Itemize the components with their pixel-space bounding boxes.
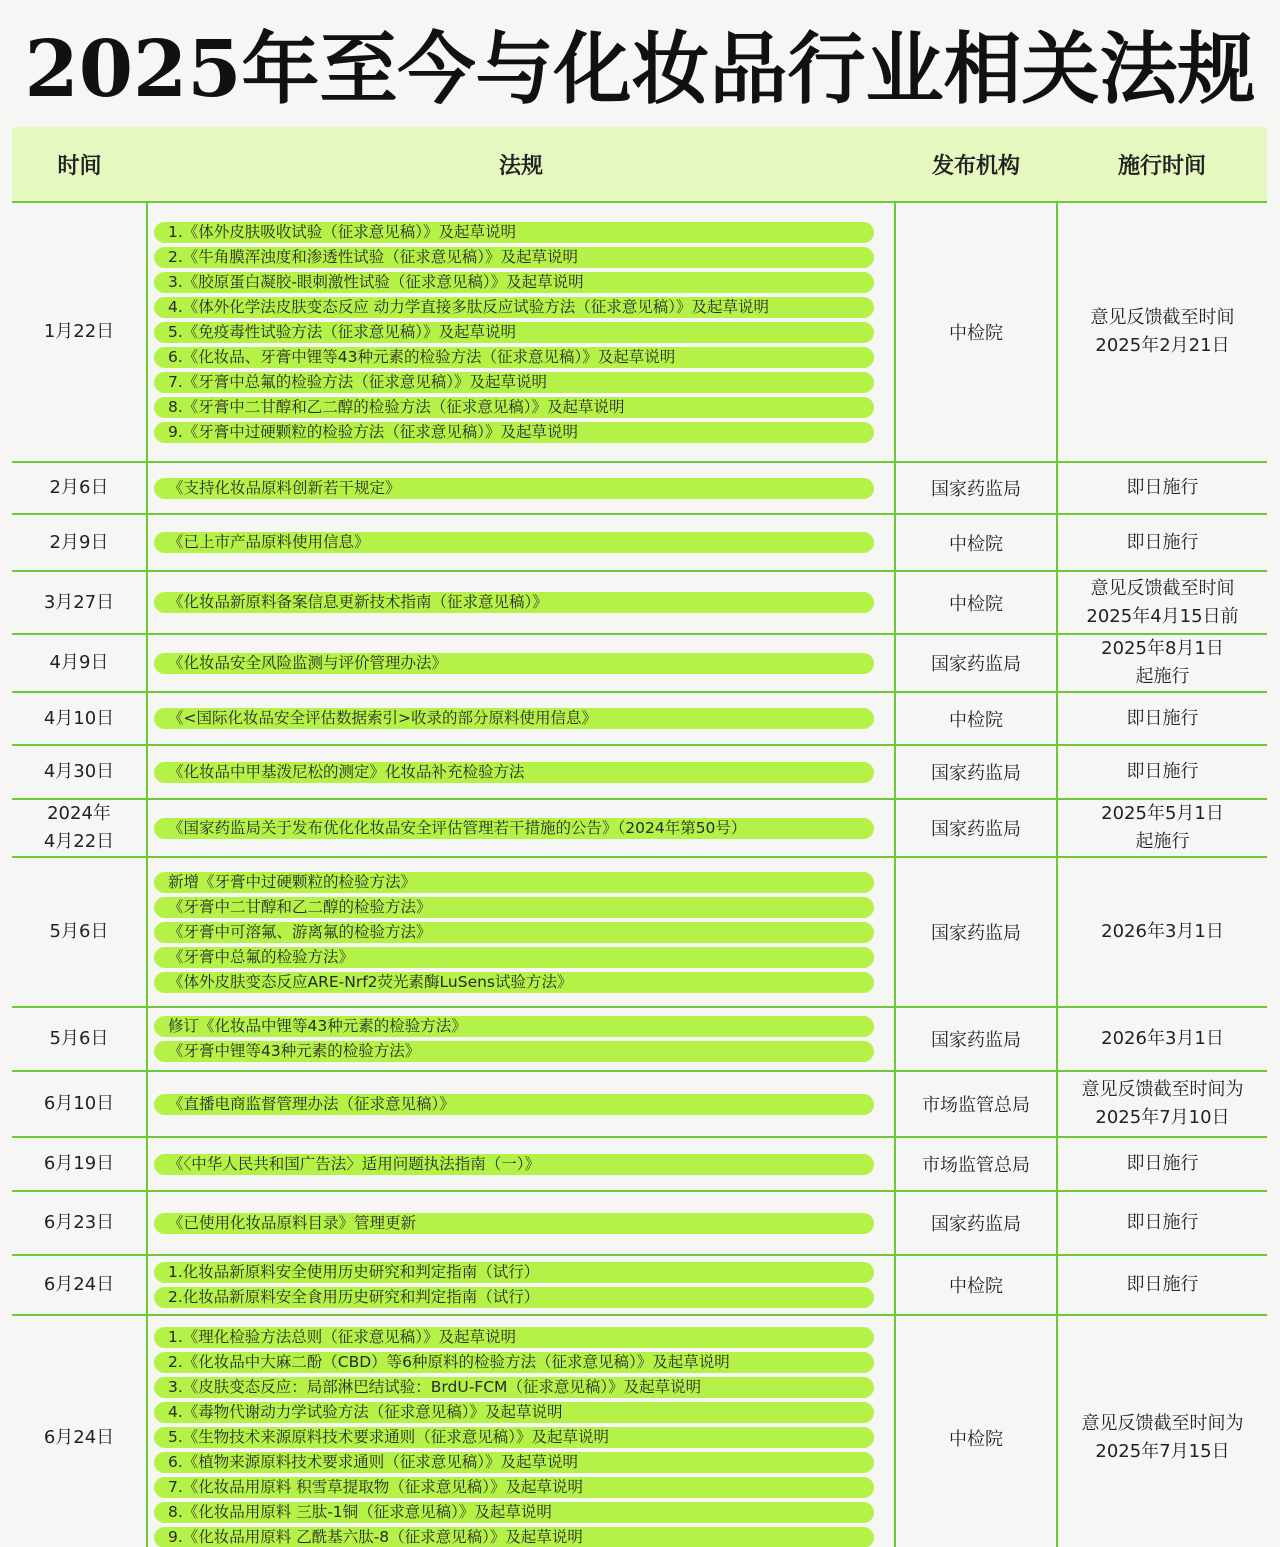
cell-org: 中检院 [895, 1315, 1057, 1547]
cell-org: 国家药监局 [895, 634, 1057, 692]
cell-law [147, 1137, 895, 1191]
table-row [12, 1191, 1267, 1255]
table-row [12, 857, 1267, 1007]
cell-time: 2月6日 [12, 462, 147, 514]
table-row [12, 799, 1267, 857]
law-item: 《牙膏中总氟的检验方法》 [154, 947, 874, 968]
cell-law [147, 202, 895, 462]
cell-law [147, 634, 895, 692]
law-item: 《化妆品新原料备案信息更新技术指南（征求意见稿）》 [154, 592, 874, 613]
law-item: 《化妆品安全风险监测与评价管理办法》 [154, 653, 874, 674]
cell-effective: 即日施行 [1057, 692, 1267, 745]
law-item: 3.《皮肤变态反应：局部淋巴结试验：BrdU-FCM（征求意见稿）》及起草说明 [154, 1377, 874, 1398]
cell-effective: 2026年3月1日 [1057, 857, 1267, 1007]
cell-org: 国家药监局 [895, 857, 1057, 1007]
table-row [12, 462, 1267, 514]
cell-law [147, 1007, 895, 1071]
cell-effective: 即日施行 [1057, 1137, 1267, 1191]
cell-law [147, 745, 895, 799]
law-item: 7.《化妆品用原料 积雪草提取物（征求意见稿）》及起草说明 [154, 1477, 874, 1498]
regulations-table [12, 127, 1267, 1547]
law-item: 3.《胶原蛋白凝胶-眼刺激性试验（征求意见稿）》及起草说明 [154, 272, 874, 293]
cell-effective: 即日施行 [1057, 462, 1267, 514]
table-row [12, 514, 1267, 571]
cell-law [147, 1255, 895, 1315]
cell-effective: 意见反馈截至时间 2025年4月15日前 [1057, 571, 1267, 634]
law-item: 新增《牙膏中过硬颗粒的检验方法》 [154, 872, 874, 893]
table-row [12, 692, 1267, 745]
cell-law [147, 514, 895, 571]
law-item: 4.《毒物代谢动力学试验方法（征求意见稿）》及起草说明 [154, 1402, 874, 1423]
cell-org: 市场监管总局 [895, 1137, 1057, 1191]
law-item: 5.《生物技术来源原料技术要求通则（征求意见稿）》及起草说明 [154, 1427, 874, 1448]
header-org: 发布机构 [895, 127, 1057, 202]
cell-org: 中检院 [895, 571, 1057, 634]
cell-time: 6月23日 [12, 1191, 147, 1255]
law-item: 《牙膏中锂等43种元素的检验方法》 [154, 1041, 874, 1062]
table-row [12, 571, 1267, 634]
cell-org: 国家药监局 [895, 799, 1057, 857]
cell-time: 2月9日 [12, 514, 147, 571]
law-item: 1.《体外皮肤吸收试验（征求意见稿）》及起草说明 [154, 222, 874, 243]
table-row [12, 1071, 1267, 1137]
law-item: 《体外皮肤变态反应ARE-Nrf2荧光素酶LuSens试验方法》 [154, 972, 874, 993]
law-item: 《<国际化妆品安全评估数据索引>收录的部分原料使用信息》 [154, 708, 874, 729]
law-item: 6.《化妆品、牙膏中锂等43种元素的检验方法（征求意见稿）》及起草说明 [154, 347, 874, 368]
cell-org: 中检院 [895, 692, 1057, 745]
cell-org: 市场监管总局 [895, 1071, 1057, 1137]
cell-time: 4月30日 [12, 745, 147, 799]
law-item: 8.《牙膏中二甘醇和乙二醇的检验方法（征求意见稿）》及起草说明 [154, 397, 874, 418]
cell-effective: 2025年5月1日 起施行 [1057, 799, 1267, 857]
cell-law [147, 857, 895, 1007]
cell-effective: 2026年3月1日 [1057, 1007, 1267, 1071]
header-effective: 施行时间 [1057, 127, 1267, 202]
law-item: 6.《植物来源原料技术要求通则（征求意见稿）》及起草说明 [154, 1452, 874, 1473]
law-item: 修订《化妆品中锂等43种元素的检验方法》 [154, 1016, 874, 1037]
cell-time: 6月24日 [12, 1315, 147, 1547]
law-item: 《支持化妆品原料创新若干规定》 [154, 478, 874, 499]
law-item: 9.《牙膏中过硬颗粒的检验方法（征求意见稿）》及起草说明 [154, 422, 874, 443]
law-item: 《已上市产品原料使用信息》 [154, 532, 874, 553]
cell-org: 国家药监局 [895, 1007, 1057, 1071]
cell-time: 5月6日 [12, 1007, 147, 1071]
cell-effective: 即日施行 [1057, 1191, 1267, 1255]
law-item: 4.《体外化学法皮肤变态反应 动力学直接多肽反应试验方法（征求意见稿）》及起草说明 [154, 297, 874, 318]
cell-org: 中检院 [895, 1255, 1057, 1315]
law-item: 9.《化妆品用原料 乙酰基六肽-8（征求意见稿）》及起草说明 [154, 1527, 874, 1547]
cell-time: 6月19日 [12, 1137, 147, 1191]
cell-org: 中检院 [895, 202, 1057, 462]
cell-time: 3月27日 [12, 571, 147, 634]
law-item: 《已使用化妆品原料目录》管理更新 [154, 1213, 874, 1234]
cell-time: 4月9日 [12, 634, 147, 692]
cell-effective: 即日施行 [1057, 745, 1267, 799]
cell-effective: 即日施行 [1057, 514, 1267, 571]
cell-law [147, 1071, 895, 1137]
table-row [12, 634, 1267, 692]
cell-law [147, 692, 895, 745]
cell-law [147, 571, 895, 634]
law-item: 《国家药监局关于发布优化化妆品安全评估管理若干措施的公告》（2024年第50号） [154, 818, 874, 839]
law-item: 2.化妆品新原料安全食用历史研究和判定指南（试行） [154, 1287, 874, 1308]
cell-time: 5月6日 [12, 857, 147, 1007]
law-item: 1.化妆品新原料安全使用历史研究和判定指南（试行） [154, 1262, 874, 1283]
cell-org: 国家药监局 [895, 462, 1057, 514]
table-row [12, 745, 1267, 799]
page-title: 2025年至今与化妆品行业相关法规 [24, 24, 1256, 115]
table-header-row [12, 127, 1267, 202]
cell-effective: 意见反馈截至时间 2025年2月21日 [1057, 202, 1267, 462]
cell-time: 6月24日 [12, 1255, 147, 1315]
law-item: 5.《免疫毒性试验方法（征求意见稿）》及起草说明 [154, 322, 874, 343]
cell-org: 中检院 [895, 514, 1057, 571]
table-row [12, 1315, 1267, 1547]
table-row [12, 202, 1267, 462]
cell-law [147, 1315, 895, 1547]
law-item: 《直播电商监督管理办法（征求意见稿）》 [154, 1094, 874, 1115]
law-item: 《牙膏中可溶氟、游离氟的检验方法》 [154, 922, 874, 943]
law-item: 《〈中华人民共和国广告法〉适用问题执法指南（一）》 [154, 1154, 874, 1175]
cell-org: 国家药监局 [895, 1191, 1057, 1255]
law-item: 《牙膏中二甘醇和乙二醇的检验方法》 [154, 897, 874, 918]
law-item: 《化妆品中甲基泼尼松的测定》化妆品补充检验方法 [154, 762, 874, 783]
cell-effective: 意见反馈截至时间为 2025年7月15日 [1057, 1315, 1267, 1547]
cell-time: 2024年 4月22日 [12, 799, 147, 857]
cell-law [147, 462, 895, 514]
table-row [12, 1255, 1267, 1315]
law-item: 8.《化妆品用原料 三肽-1铜（征求意见稿）》及起草说明 [154, 1502, 874, 1523]
cell-org: 国家药监局 [895, 745, 1057, 799]
law-item: 2.《牛角膜浑浊度和渗透性试验（征求意见稿）》及起草说明 [154, 247, 874, 268]
cell-time: 6月10日 [12, 1071, 147, 1137]
header-time: 时间 [12, 127, 147, 202]
cell-law [147, 799, 895, 857]
law-item: 7.《牙膏中总氟的检验方法（征求意见稿）》及起草说明 [154, 372, 874, 393]
header-law: 法规 [147, 127, 895, 202]
cell-effective: 2025年8月1日 起施行 [1057, 634, 1267, 692]
cell-time: 1月22日 [12, 202, 147, 462]
cell-law [147, 1191, 895, 1255]
law-item: 1.《理化检验方法总则（征求意见稿）》及起草说明 [154, 1327, 874, 1348]
cell-effective: 意见反馈截至时间为 2025年7月10日 [1057, 1071, 1267, 1137]
cell-time: 4月10日 [12, 692, 147, 745]
cell-effective: 即日施行 [1057, 1255, 1267, 1315]
law-item: 2.《化妆品中大麻二酚（CBD）等6种原料的检验方法（征求意见稿）》及起草说明 [154, 1352, 874, 1373]
table-row [12, 1007, 1267, 1071]
table-row [12, 1137, 1267, 1191]
